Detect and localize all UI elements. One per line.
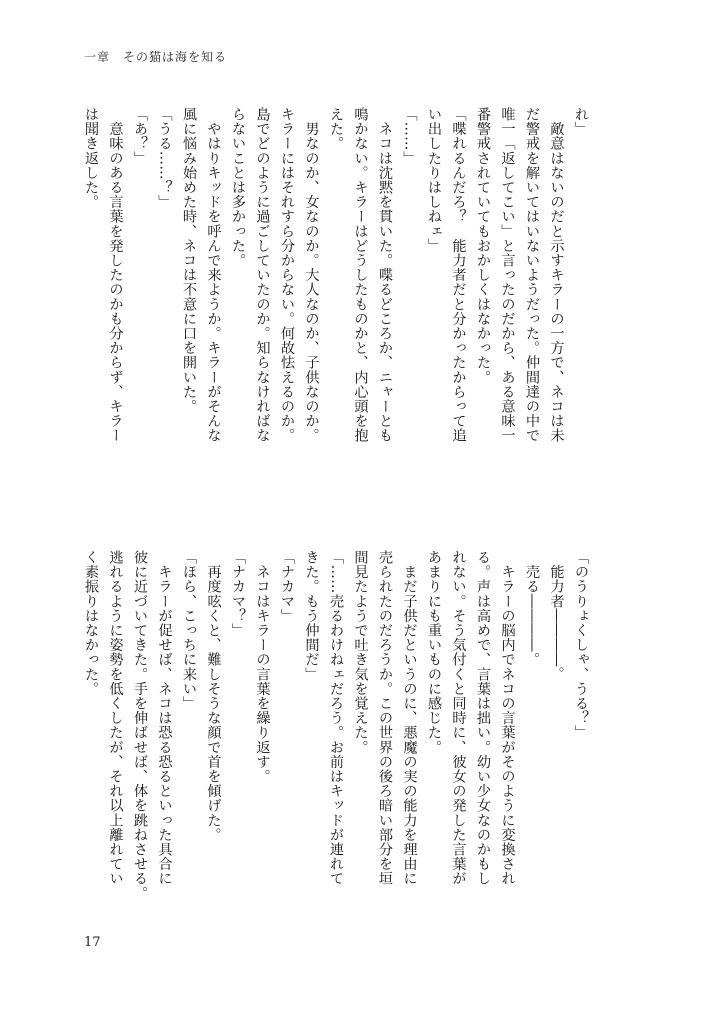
text-line: 「……」 bbox=[401, 107, 418, 166]
text-line: 「ほら、こっちに来い」 bbox=[181, 550, 197, 711]
text-line: らないことは多かった。 bbox=[230, 107, 246, 268]
text-line: きた。もう仲間だ」 bbox=[303, 550, 320, 682]
text-line: 鳴かない。キラーはどうしたものかと、内心頭を抱 bbox=[352, 107, 369, 443]
text-line: 風に悩み始めた時、ネコは不意に口を開いた。 bbox=[181, 107, 197, 414]
text-line: 「あ？」 bbox=[132, 107, 148, 166]
text-line: 「ナカマ？」 bbox=[230, 550, 246, 638]
text-line: 島でどのように過ごしていたのか。知らなければな bbox=[254, 107, 271, 443]
text-block-top bbox=[79, 107, 594, 477]
text-line: 売る――――。 bbox=[524, 550, 540, 667]
text-line: えた。 bbox=[328, 107, 344, 151]
text-line: 唯一「返してこい」と言ったのだから、ある意味一 bbox=[499, 107, 516, 443]
text-line: れ」 bbox=[573, 107, 589, 137]
text-line: 間見たようで吐き気を覚えた。 bbox=[352, 550, 369, 755]
text-line: 「……売るわけねェだろう。お前はキッドが連れて bbox=[328, 550, 344, 886]
text-line: キラーの脳内でネコの言葉がそのように変換され bbox=[499, 550, 516, 886]
text-block-bottom bbox=[79, 550, 594, 920]
text-line: 意味のある言葉を発したのかも分からず、キラー bbox=[107, 107, 124, 443]
text-line: 敵意はないのだと示すキラーの一方で、ネコは未 bbox=[548, 107, 565, 443]
text-line: れない。そう気付くと同時に、彼女の発した言葉が bbox=[450, 550, 467, 886]
text-line: まだ子供だというのに、悪魔の実の能力を理由に bbox=[401, 550, 418, 886]
text-line: は聞き返した。 bbox=[83, 107, 99, 210]
text-line: る。声は高めで、言葉は拙い。幼い少女なのかもし bbox=[475, 550, 491, 886]
chapter-header: 一章 その猫は海を知る bbox=[84, 50, 228, 64]
text-line: 「うる……？」 bbox=[156, 107, 173, 210]
text-line: ネコはキラーの言葉を繰り返す。 bbox=[254, 550, 271, 784]
text-line: 再度呟くと、難しそうな顔で首を傾げた。 bbox=[205, 550, 222, 842]
text-line: 「喋れるんだろ？ 能力者だと分かったからって追 bbox=[450, 107, 467, 443]
text-line: だ警戒を解いてはいないようだった。仲間達の中で bbox=[524, 107, 540, 443]
text-line: 能力者――――。 bbox=[548, 550, 565, 682]
text-line: 逃れるように姿勢を低くしたが、それ以上離れてい bbox=[107, 550, 124, 886]
text-line: 「ナカマ」 bbox=[279, 550, 295, 623]
text-line: 彼に近づいてきた。手を伸ばせば、体を跳ねさせる。 bbox=[132, 550, 148, 901]
text-line: ネコは沈黙を貫いた。喋るどころか、ニャーとも bbox=[377, 107, 393, 443]
text-line: 番警戒されていてもおかしくはなかった。 bbox=[475, 107, 491, 385]
page-number: 17 bbox=[84, 935, 101, 950]
text-line: やはりキッドを呼んで来ようか。キラーがそんな bbox=[205, 107, 222, 443]
text-line: く素振りはなかった。 bbox=[83, 550, 99, 696]
text-line: 男なのか、女なのか。大人なのか、子供なのか。 bbox=[303, 107, 320, 443]
text-line: キラーが促せば、ネコは恐る恐るといった具合に bbox=[156, 550, 173, 886]
text-line: あまりにも重いものに感じた。 bbox=[426, 550, 442, 755]
text-line: キラーにはそれすら分からない。何故怯えるのか。 bbox=[279, 107, 295, 443]
text-line: 「のうりょくしゃ、うる？」 bbox=[573, 550, 589, 740]
text-line: い出したりはしねェ」 bbox=[426, 107, 442, 253]
text-line: 売られたのだろうか。この世界の後ろ暗い部分を垣 bbox=[377, 550, 393, 886]
